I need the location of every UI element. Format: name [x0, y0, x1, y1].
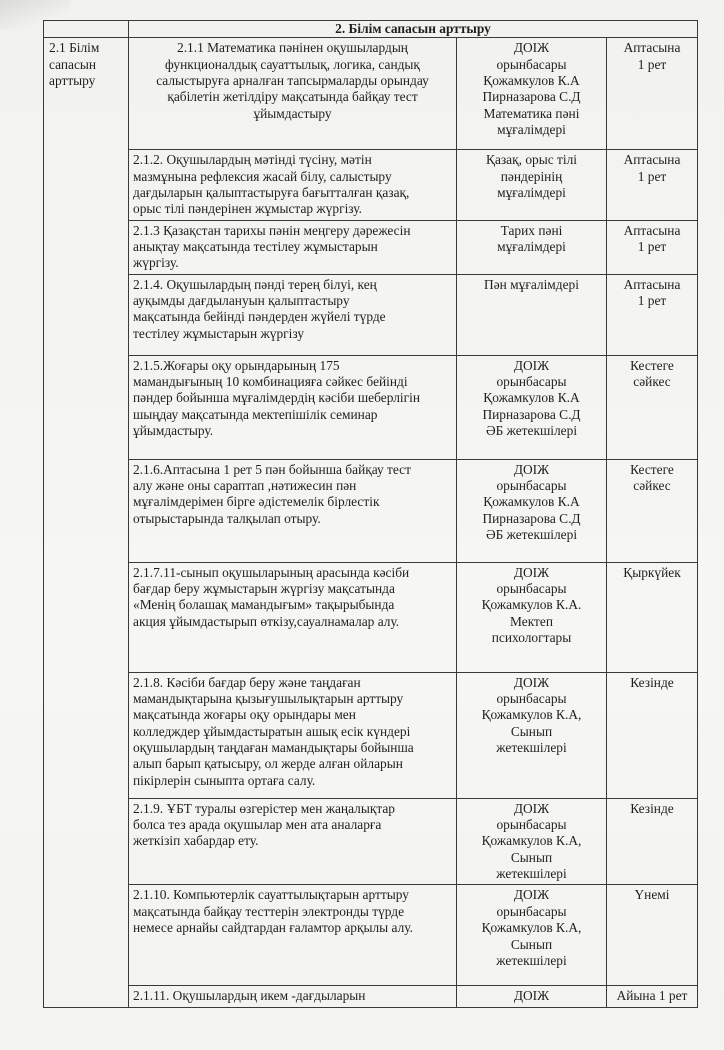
table-row: [44, 798, 698, 885]
activity-line: 2.1.5.Жоғары оқу орындарының 175: [133, 357, 340, 373]
activity-line: мамандығының 10 комбинацияға сәйкес бейінді: [133, 374, 408, 390]
responsible-line: орынбасары: [496, 374, 567, 390]
responsible-line: ДОІЖ: [513, 40, 550, 56]
activity-cell: [129, 672, 457, 798]
deadline-line: Кестеге: [630, 357, 674, 373]
deadline-line: 1 рет: [637, 56, 667, 72]
activity-line: пікірлерін сыныпта ортаға салу.: [133, 772, 316, 788]
responsible-line: орынбасары: [496, 581, 567, 597]
activity-line: салыстыруға арналған тапсырмаларды орындау: [156, 73, 429, 89]
activity-line: анықтау мақсатында тестілеу жұмыстарын: [133, 239, 378, 255]
activity-line: тестілеу жұмыстарын жүргізу: [133, 325, 305, 341]
activity-line: отырыстарында талқылап отыру.: [133, 510, 321, 526]
responsible-line: орынбасары: [496, 478, 567, 494]
responsible-line: Пән мұғалімдері: [484, 276, 579, 292]
table-row: [44, 562, 698, 672]
activity-line: алып барып қатысыру, ол жерде алған ойларын: [133, 756, 403, 772]
responsible-line: Сынып: [510, 849, 553, 865]
deadline-cell: [607, 274, 698, 355]
responsible-line: ДОІЖ: [513, 887, 550, 903]
responsible-line: Қожамкулов К.А,: [481, 920, 582, 936]
responsible-cell: [457, 562, 607, 672]
responsible-line: Тарих пәні: [500, 222, 563, 238]
responsible-line: Қожамкулов К.А.: [481, 597, 582, 613]
activity-line: жеткізіп хабардар ету.: [133, 833, 259, 849]
responsible-line: ӘБ жетекшілері: [485, 423, 578, 439]
activity-cell: [129, 885, 457, 986]
deadline-cell: [607, 150, 698, 220]
responsible-line: Қожамкулов К.А,: [481, 707, 582, 723]
activity-line: 2.1.2. Оқушылардың мәтінді түсіну, мәтін: [133, 152, 372, 168]
responsible-line: ӘБ жетекшілері: [485, 527, 578, 543]
responsible-line: ДОІЖ: [513, 461, 550, 477]
responsible-line: мұғалімдері: [497, 122, 566, 138]
activity-line: 2.1.7.11-сынып оқушыларының арасында кәсіби: [133, 564, 410, 580]
activity-line: 2.1.6.Аптасына 1 рет 5 пән бойынша байқау тест: [133, 461, 411, 477]
responsible-cell: [457, 220, 607, 274]
activity-cell: [129, 355, 457, 459]
section-title: 2. Білім сапасын арттыру: [129, 21, 698, 38]
area-line: сапасын: [49, 56, 97, 72]
responsible-line: психологтары: [491, 630, 572, 646]
responsible-line: пәндерінің: [500, 168, 563, 184]
activity-line: 2.1.1 Математика пәнінен оқушылардың: [177, 40, 408, 56]
deadline-cell: [607, 220, 698, 274]
table-row: [44, 150, 698, 220]
responsible-cell: [457, 274, 607, 355]
activity-line: ұйымдастыру: [253, 105, 332, 121]
responsible-cell: [457, 885, 607, 986]
activity-line: мұғалімдерімен бірге әдістемелік бірлестік: [133, 494, 380, 510]
activity-cell: [129, 986, 457, 1007]
deadline-line: сәйкес: [633, 478, 671, 494]
activity-line: колледждер ұйымдастыратын ашық есік күндері: [133, 723, 411, 739]
responsible-line: Математика пәні: [483, 105, 580, 121]
responsible-line: Сынып: [510, 723, 553, 739]
activity-line: қабілетін жетілдіру мақсатында байқау тест: [167, 89, 418, 105]
area-cell: [44, 38, 129, 1007]
activity-line: мақсатында жоғары оқу орындары мен: [133, 707, 356, 723]
responsible-line: Қожамкулов К.А: [483, 390, 580, 406]
activity-line: бағдар беру жұмыстарын жүргізу мақсатында: [133, 581, 395, 597]
deadline-line: Аптасына: [623, 40, 681, 56]
activity-line: 2.1.11. Оқушылардың икем -дағдыларын: [133, 988, 366, 1004]
responsible-cell: [457, 355, 607, 459]
activity-cell: [129, 150, 457, 220]
deadline-line: Аптасына: [623, 222, 681, 238]
table-row: [44, 459, 698, 562]
responsible-cell: [457, 38, 607, 150]
activity-cell: [129, 38, 457, 150]
responsible-line: жетекшілері: [496, 740, 567, 756]
responsible-line: Сынып: [510, 936, 553, 952]
responsible-line: Пирназарова С.Д: [482, 510, 581, 526]
table-row: [44, 986, 698, 1007]
activity-line: мамандықтарына қызығушылықтарын арттыру: [133, 691, 404, 707]
responsible-line: жетекшілері: [496, 952, 567, 968]
responsible-line: орынбасары: [496, 903, 567, 919]
responsible-line: мұғалімдері: [497, 239, 566, 255]
responsible-line: Қожамкулов К.А: [483, 494, 580, 510]
activity-line: функционалдық сауаттылық, логика, сандық: [165, 56, 420, 72]
activity-line: пәндер бойынша мұғалімдердің кәсіби шеберлігін: [133, 390, 421, 406]
deadline-line: Аптасына: [623, 152, 681, 168]
responsible-line: Қазақ, орыс тілі: [486, 152, 577, 168]
area-line: арттыру: [49, 73, 96, 89]
deadline-line: Айына 1 рет: [616, 988, 688, 1004]
table-row: [44, 220, 698, 274]
activity-line: шыңдау мақсатында мектепішілік семинар: [133, 406, 378, 422]
activity-line: оқушылардың таңдаған мамандықтары бойынша: [133, 740, 414, 756]
activity-line: дағдыларын қалыптастыруға бағытталған қазақ,: [133, 185, 410, 201]
responsible-line: Пирназарова С.Д: [482, 406, 581, 422]
deadline-cell: [607, 672, 698, 798]
activity-line: 2.1.4. Оқушылардың пәнді терең білуі, кең: [133, 276, 377, 292]
responsible-line: ДОІЖ: [513, 674, 550, 690]
table-row: [44, 672, 698, 798]
activity-line: орыс тілі пәндерінен жұмыстар жүргізу.: [133, 201, 362, 217]
responsible-line: ДОІЖ: [513, 800, 550, 816]
activity-line: мазмұнына рефлексия жасай білу, салыстыру: [133, 168, 392, 184]
responsible-cell: [457, 672, 607, 798]
deadline-line: Кезінде: [630, 800, 674, 816]
deadline-line: 1 рет: [637, 168, 667, 184]
deadline-cell: [607, 798, 698, 885]
activity-line: 2.1.10. Компьютерлік сауаттылықтарын арттыру: [133, 887, 409, 903]
responsible-cell: [457, 150, 607, 220]
deadline-line: Кезінде: [630, 674, 674, 690]
responsible-line: орынбасары: [496, 56, 567, 72]
deadline-line: Үнемі: [634, 887, 670, 903]
deadline-cell: [607, 562, 698, 672]
table-row: [44, 38, 698, 150]
deadline-cell: [607, 986, 698, 1007]
responsible-line: Пирназарова С.Д: [482, 89, 581, 105]
activity-cell: [129, 274, 457, 355]
responsible-line: Мектеп: [510, 613, 553, 629]
responsible-cell: [457, 459, 607, 562]
activity-line: мақсатында байқау тесттерін электронды түрде: [133, 903, 405, 919]
table-row: [44, 355, 698, 459]
responsible-line: ДОІЖ: [513, 357, 550, 373]
deadline-line: 1 рет: [637, 293, 667, 309]
activity-cell: [129, 459, 457, 562]
activity-line: алу және оны сараптап ,нәтижесин пән: [133, 478, 357, 494]
responsible-line: мұғалімдері: [497, 185, 566, 201]
deadline-cell: [607, 459, 698, 562]
responsible-line: жетекшілері: [496, 866, 567, 882]
activity-line: жүргізу.: [133, 255, 179, 271]
deadline-cell: [607, 885, 698, 986]
activity-cell: [129, 798, 457, 885]
activity-cell: [129, 562, 457, 672]
section-header-row: [44, 21, 698, 38]
responsible-cell: [457, 986, 607, 1007]
activity-line: 2.1.9. ҰБТ туралы өзгерістер мен жаңалықтар: [133, 800, 395, 816]
area-line: 2.1 Білім: [49, 40, 100, 56]
deadline-line: 1 рет: [637, 239, 667, 255]
deadline-line: Кестеге: [630, 461, 674, 477]
responsible-cell: [457, 798, 607, 885]
responsible-line: Қожамкулов К.А,: [481, 833, 582, 849]
deadline-line: Қыркүйек: [623, 564, 681, 580]
responsible-line: Қожамкулов К.А: [483, 73, 580, 89]
activity-line: 2.1.8. Кәсіби бағдар беру және таңдаған: [133, 674, 361, 690]
responsible-line: орынбасары: [496, 691, 567, 707]
activity-line: мақсатында бейінді пәндерден жүйелі түрде: [133, 309, 386, 325]
activity-line: 2.1.3 Қазақстан тарихы пәнін меңгеру дәрежесін: [133, 222, 411, 238]
deadline-line: сәйкес: [633, 374, 671, 390]
activity-line: ұйымдастыру.: [133, 423, 214, 439]
activity-cell: [129, 220, 457, 274]
deadline-cell: [607, 38, 698, 150]
activity-line: ауқымды дағдылануын қалыптастыру: [133, 293, 350, 309]
responsible-line: орынбасары: [496, 817, 567, 833]
activity-line: акция ұйымдастырып өткізу,сауалнамалар алу.: [133, 613, 400, 629]
activity-line: болса тез арада оқушылар мен ата аналарға: [133, 817, 382, 833]
table-row: [44, 885, 698, 986]
plan-table: [43, 20, 698, 1008]
deadline-line: Аптасына: [623, 276, 681, 292]
plan-table-body: [44, 38, 698, 1007]
activity-line: немесе арнайы сайдтардан ғаламтор арқылы алу.: [133, 920, 413, 936]
responsible-line: ДОІЖ: [513, 564, 550, 580]
table-row: [44, 274, 698, 355]
deadline-cell: [607, 355, 698, 459]
activity-line: «Менің болашақ мамандығым» тақырыбында: [133, 597, 395, 613]
responsible-line: ДОІЖ: [513, 988, 550, 1004]
